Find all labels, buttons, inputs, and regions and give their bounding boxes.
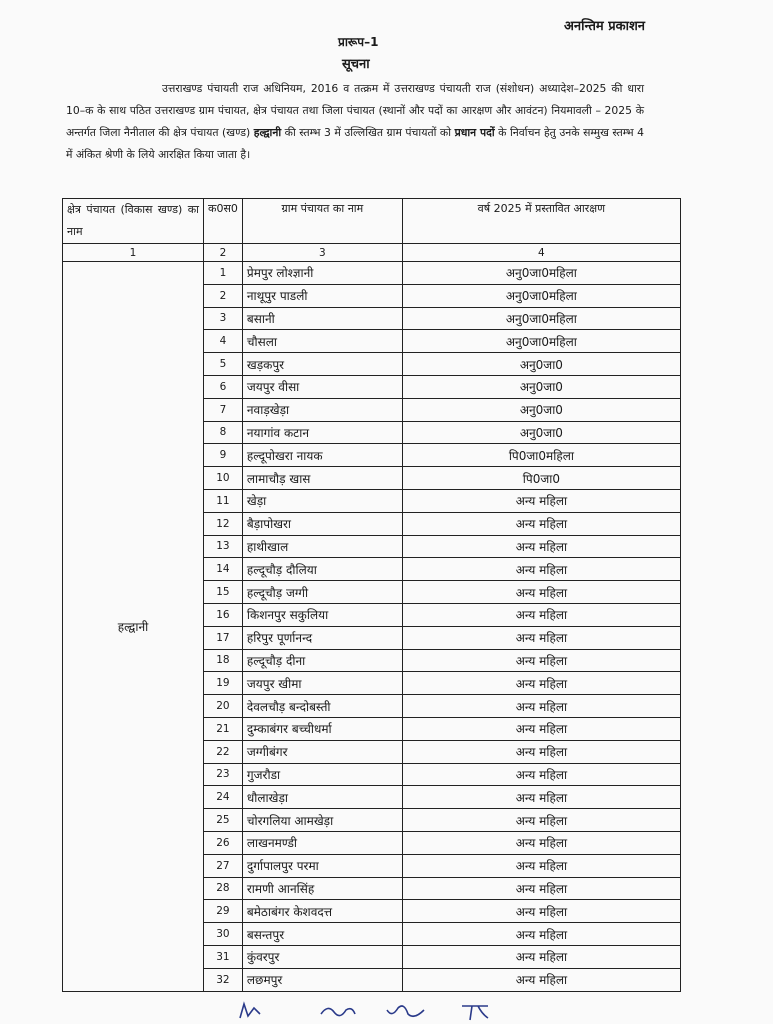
gram-panchayat-cell: चौसला [242,330,402,353]
serial-number-cell: 25 [204,809,243,832]
serial-number-cell: 6 [204,375,243,398]
gram-panchayat-cell: हल्दूचौड़ दीना [242,649,402,672]
paragraph-part-3: के निर्वाचन हेतु उनके सम्मुख स्तम्भ 4 में अंकित श्रेणी के लिये आरक्षित किया जाता है। [66,126,644,161]
reservation-cell: अन्य महिला [402,603,680,626]
reservation-cell: अन्य महिला [402,968,680,991]
paragraph-block-name: हल्द्वानी [253,126,282,139]
reservation-cell: अन्य महिला [402,512,680,535]
reservation-cell: अन्य महिला [402,558,680,581]
serial-number-cell: 20 [204,695,243,718]
gram-panchayat-cell: हल्दूचौड़ जग्गी [242,581,402,604]
serial-number-cell: 18 [204,649,243,672]
reservation-table [62,198,681,992]
column-number-4: 4 [402,244,680,262]
reservation-cell: अन्य महिला [402,854,680,877]
gram-panchayat-cell: धौलाखेड़ा [242,786,402,809]
reservation-cell: पि0जा0 [402,467,680,490]
reservation-cell: अनु0जा0महिला [402,284,680,307]
serial-number-cell: 9 [204,444,243,467]
gram-panchayat-cell: लछमपुर [242,968,402,991]
serial-number-cell: 11 [204,489,243,512]
serial-number-cell: 21 [204,717,243,740]
reservation-cell: अन्य महिला [402,581,680,604]
serial-number-cell: 16 [204,603,243,626]
reservation-cell: अन्य महिला [402,740,680,763]
gram-panchayat-cell: बमेठाबंगर केशवदत्त [242,900,402,923]
table-header-row [63,199,681,244]
reservation-cell: अन्य महिला [402,877,680,900]
gram-panchayat-cell: जयपुर खीमा [242,672,402,695]
serial-number-cell: 32 [204,968,243,991]
reservation-cell: अन्य महिला [402,649,680,672]
gram-panchayat-cell: देवलचौड़ बन्दोबस्ती [242,695,402,718]
serial-number-cell: 7 [204,398,243,421]
gram-panchayat-cell: नयागांव कटान [242,421,402,444]
gram-panchayat-cell: हाथीखाल [242,535,402,558]
serial-number-cell: 4 [204,330,243,353]
signature-3 [384,1000,428,1020]
reservation-cell: अनु0जा0 [402,421,680,444]
serial-number-cell: 3 [204,307,243,330]
header-reservation: वर्ष 2025 में प्रस्तावित आरक्षण [402,199,680,244]
paragraph-post-name: प्रधान पदों [454,126,495,139]
reservation-cell: अन्य महिला [402,717,680,740]
gram-panchayat-cell: जग्गीबंगर [242,740,402,763]
reservation-cell: अनु0जा0महिला [402,262,680,285]
table-body [63,262,681,992]
reservation-cell: अनु0जा0 [402,398,680,421]
provisional-publication-label: अनन्तिम प्रकाशन [563,19,645,34]
header-block-name: क्षेत्र पंचायत (विकास खण्ड) का नाम [63,199,204,244]
serial-number-cell: 5 [204,353,243,376]
serial-number-cell: 23 [204,763,243,786]
form-number: प्रारूप–1 [338,35,379,49]
header-serial-no: क0स0 [204,199,243,244]
serial-number-cell: 27 [204,854,243,877]
reservation-cell: अन्य महिला [402,672,680,695]
serial-number-cell: 14 [204,558,243,581]
gram-panchayat-cell: लाखनमण्डी [242,831,402,854]
reservation-cell: अन्य महिला [402,809,680,832]
reservation-cell: अनु0जा0 [402,353,680,376]
serial-number-cell: 1 [204,262,243,285]
gram-panchayat-cell: प्रेमपुर लोश्ज्ञानी [242,262,402,285]
gram-panchayat-cell: जयपुर वीसा [242,375,402,398]
reservation-cell: पि0जा0महिला [402,444,680,467]
notice-paragraph [66,78,644,166]
serial-number-cell: 12 [204,512,243,535]
reservation-cell: अनु0जा0महिला [402,307,680,330]
reservation-cell: अन्य महिला [402,923,680,946]
gram-panchayat-cell: बसानी [242,307,402,330]
document-title: सूचना [342,57,370,72]
signature-1 [236,1000,266,1020]
serial-number-cell: 28 [204,877,243,900]
gram-panchayat-cell: रामणी आनसिंह [242,877,402,900]
serial-number-cell: 26 [204,831,243,854]
reservation-cell: अन्य महिला [402,900,680,923]
serial-number-cell: 17 [204,626,243,649]
serial-number-cell: 15 [204,581,243,604]
reservation-cell: अनु0जा0महिला [402,330,680,353]
reservation-cell: अन्य महिला [402,831,680,854]
reservation-cell: अन्य महिला [402,763,680,786]
reservation-cell: अन्य महिला [402,786,680,809]
block-name-cell: हल्द्वानी [63,262,204,992]
serial-number-cell: 24 [204,786,243,809]
serial-number-cell: 8 [204,421,243,444]
serial-number-cell: 30 [204,923,243,946]
serial-number-cell: 10 [204,467,243,490]
paragraph-part-2: की स्तम्भ 3 में उल्लिखित ग्राम पंचायतों को [281,126,455,139]
gram-panchayat-cell: हरिपुर पूर्णानन्द [242,626,402,649]
serial-number-cell: 31 [204,945,243,968]
reservation-cell: अन्य महिला [402,945,680,968]
gram-panchayat-cell: बसन्तपुर [242,923,402,946]
gram-panchayat-cell: नाथूपुर पाडली [242,284,402,307]
column-number-3: 3 [242,244,402,262]
reservation-cell: अनु0जा0 [402,375,680,398]
reservation-cell: अन्य महिला [402,535,680,558]
signature-2 [318,1000,358,1020]
column-number-1: 1 [63,244,204,262]
gram-panchayat-cell: हल्दूपोखरा नायक [242,444,402,467]
serial-number-cell: 13 [204,535,243,558]
table-row [63,262,681,285]
reservation-cell: अन्य महिला [402,489,680,512]
gram-panchayat-cell: कुंवरपुर [242,945,402,968]
gram-panchayat-cell: किशनपुर सकुलिया [242,603,402,626]
column-number-row [63,244,681,262]
header-gram-panchayat: ग्राम पंचायत का नाम [242,199,402,244]
gram-panchayat-cell: खड़कपुर [242,353,402,376]
gram-panchayat-cell: नवाड़खेड़ा [242,398,402,421]
column-number-2: 2 [204,244,243,262]
serial-number-cell: 19 [204,672,243,695]
serial-number-cell: 22 [204,740,243,763]
serial-number-cell: 2 [204,284,243,307]
gram-panchayat-cell: लामाचौड़ खास [242,467,402,490]
paragraph-part-1: उत्तराखण्ड पंचायती राज अधिनियम, 2016 व तत्क्रम में उत्तराखण्ड पंचायती राज (संशोधन) अध्यादेश–2025 की धारा 10–क के साथ पठित उत्तराखण्ड ग्राम पंचायत, क्षेत्र पंचायत तथा जिला पंचायत (स्थानों और पदों का आरक्षण और आवंटन) नियमावली – 2025 के अन्तर्गत जिला नैनीताल की क्षेत्र पंचायत (खण्ड) [66,82,644,139]
gram-panchayat-cell: दुम्काबंगर बच्चीधर्मा [242,717,402,740]
gram-panchayat-cell: दुर्गापालपुर परमा [242,854,402,877]
gram-panchayat-cell: गुजरौडा [242,763,402,786]
signature-4 [458,1000,494,1020]
gram-panchayat-cell: चोरगलिया आमखेड़ा [242,809,402,832]
gram-panchayat-cell: हल्दूचौड़ दौलिया [242,558,402,581]
reservation-cell: अन्य महिला [402,626,680,649]
reservation-cell: अन्य महिला [402,695,680,718]
gram-panchayat-cell: खेड़ा [242,489,402,512]
gram-panchayat-cell: बैड़ापोखरा [242,512,402,535]
serial-number-cell: 29 [204,900,243,923]
